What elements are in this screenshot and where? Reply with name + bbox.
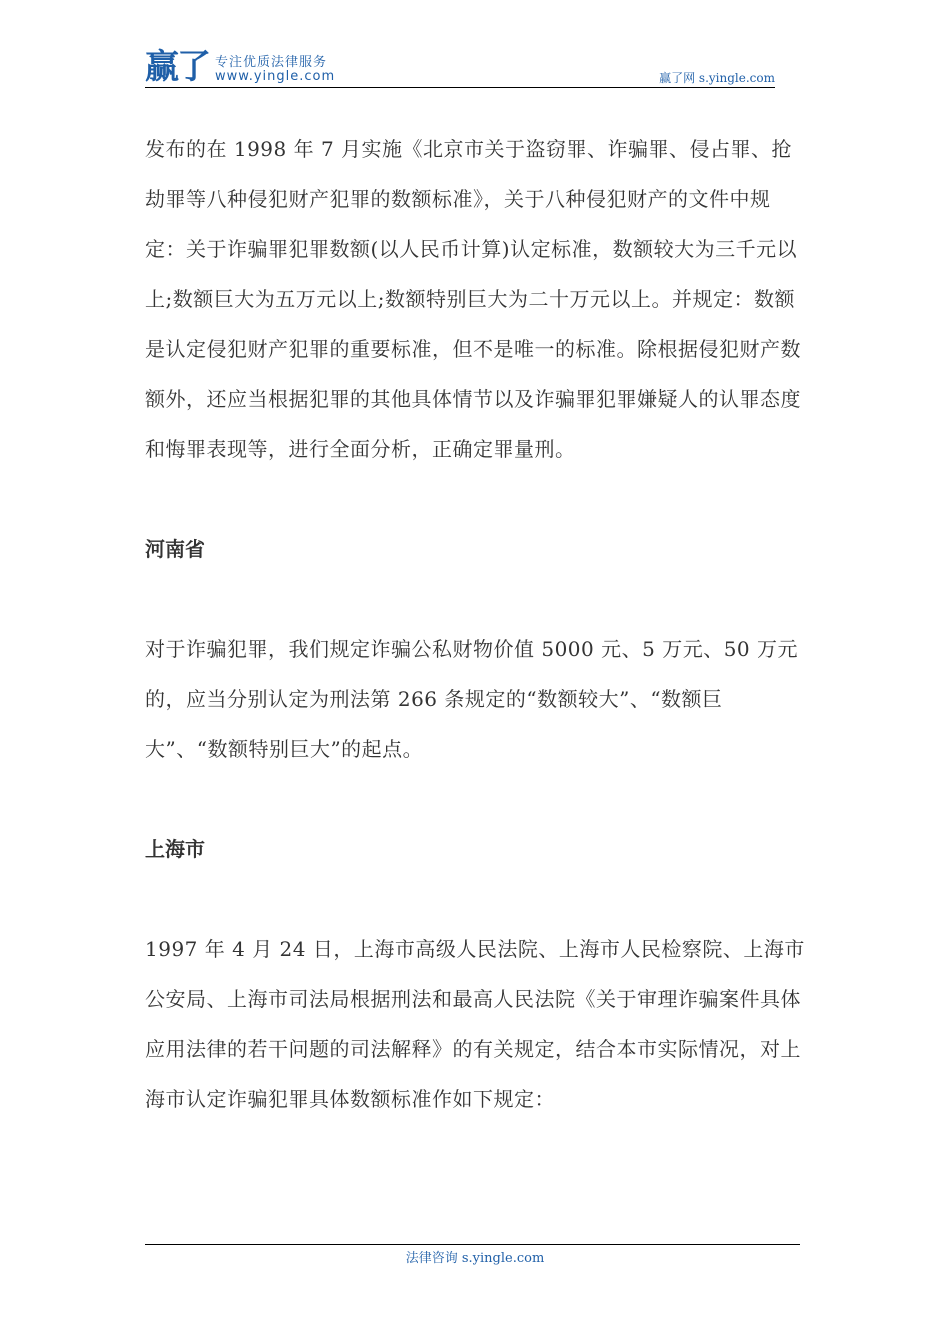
yingle-logo[interactable]	[145, 48, 335, 86]
heading-shanghai: 上海市	[145, 837, 205, 861]
header-divider	[145, 87, 775, 88]
logo-url: www.yingle.com	[215, 69, 336, 84]
page-header	[145, 48, 775, 88]
heading-henan: 河南省	[145, 537, 205, 561]
document-body	[145, 124, 805, 1124]
header-site-link[interactable]: 赢了网 s.yingle.com	[659, 71, 775, 85]
logo-mark: 赢了	[145, 47, 209, 87]
footer-divider	[145, 1244, 800, 1245]
logo-slogan: 专注优质法律服务	[215, 55, 328, 70]
spacer	[145, 774, 805, 824]
spacer	[145, 574, 805, 624]
footer-link[interactable]: 法律咨询 s.yingle.com	[405, 1251, 545, 1266]
logo-text	[215, 56, 335, 86]
paragraph-beijing: 发布的在 1998 年 7 月实施《北京市关于盗窃罪、诈骗罪、侵占罪、抢劫罪等八种侵犯财产犯罪的数额标准》，关于八种侵犯财产的文件中规定：关于诈骗罪犯罪数额(以人民币计算)认定标准，数额较大为三千元以上;数额巨大为五万元以上;数额特别巨大为二十万元以上。并规定：数额是认定侵犯财产犯罪的重要标准，但不是唯一的标准。除根据侵犯财产数额外，还应当根据犯罪的其他具体情节以及诈骗罪犯罪嫌疑人的认罪态度和悔罪表现等，进行全面分析，正确定罪量刑。	[145, 137, 801, 461]
paragraph-shanghai: 1997 年 4 月 24 日，上海市高级人民法院、上海市人民检察院、上海市公安局、上海市司法局根据刑法和最高人民法院《关于审理诈骗案件具体应用法律的若干问题的司法解释》的有关规定，结合本市实际情况，对上海市认定诈骗犯罪具体数额标准作如下规定：	[145, 937, 805, 1111]
paragraph-henan: 对于诈骗犯罪，我们规定诈骗公私财物价值 5000 元、5 万元、50 万元的，应当分别认定为刑法第 266 条规定的“数额较大”、“数额巨大”、“数额特别巨大”的起点。	[145, 637, 799, 761]
spacer	[145, 874, 805, 924]
spacer	[145, 474, 805, 524]
